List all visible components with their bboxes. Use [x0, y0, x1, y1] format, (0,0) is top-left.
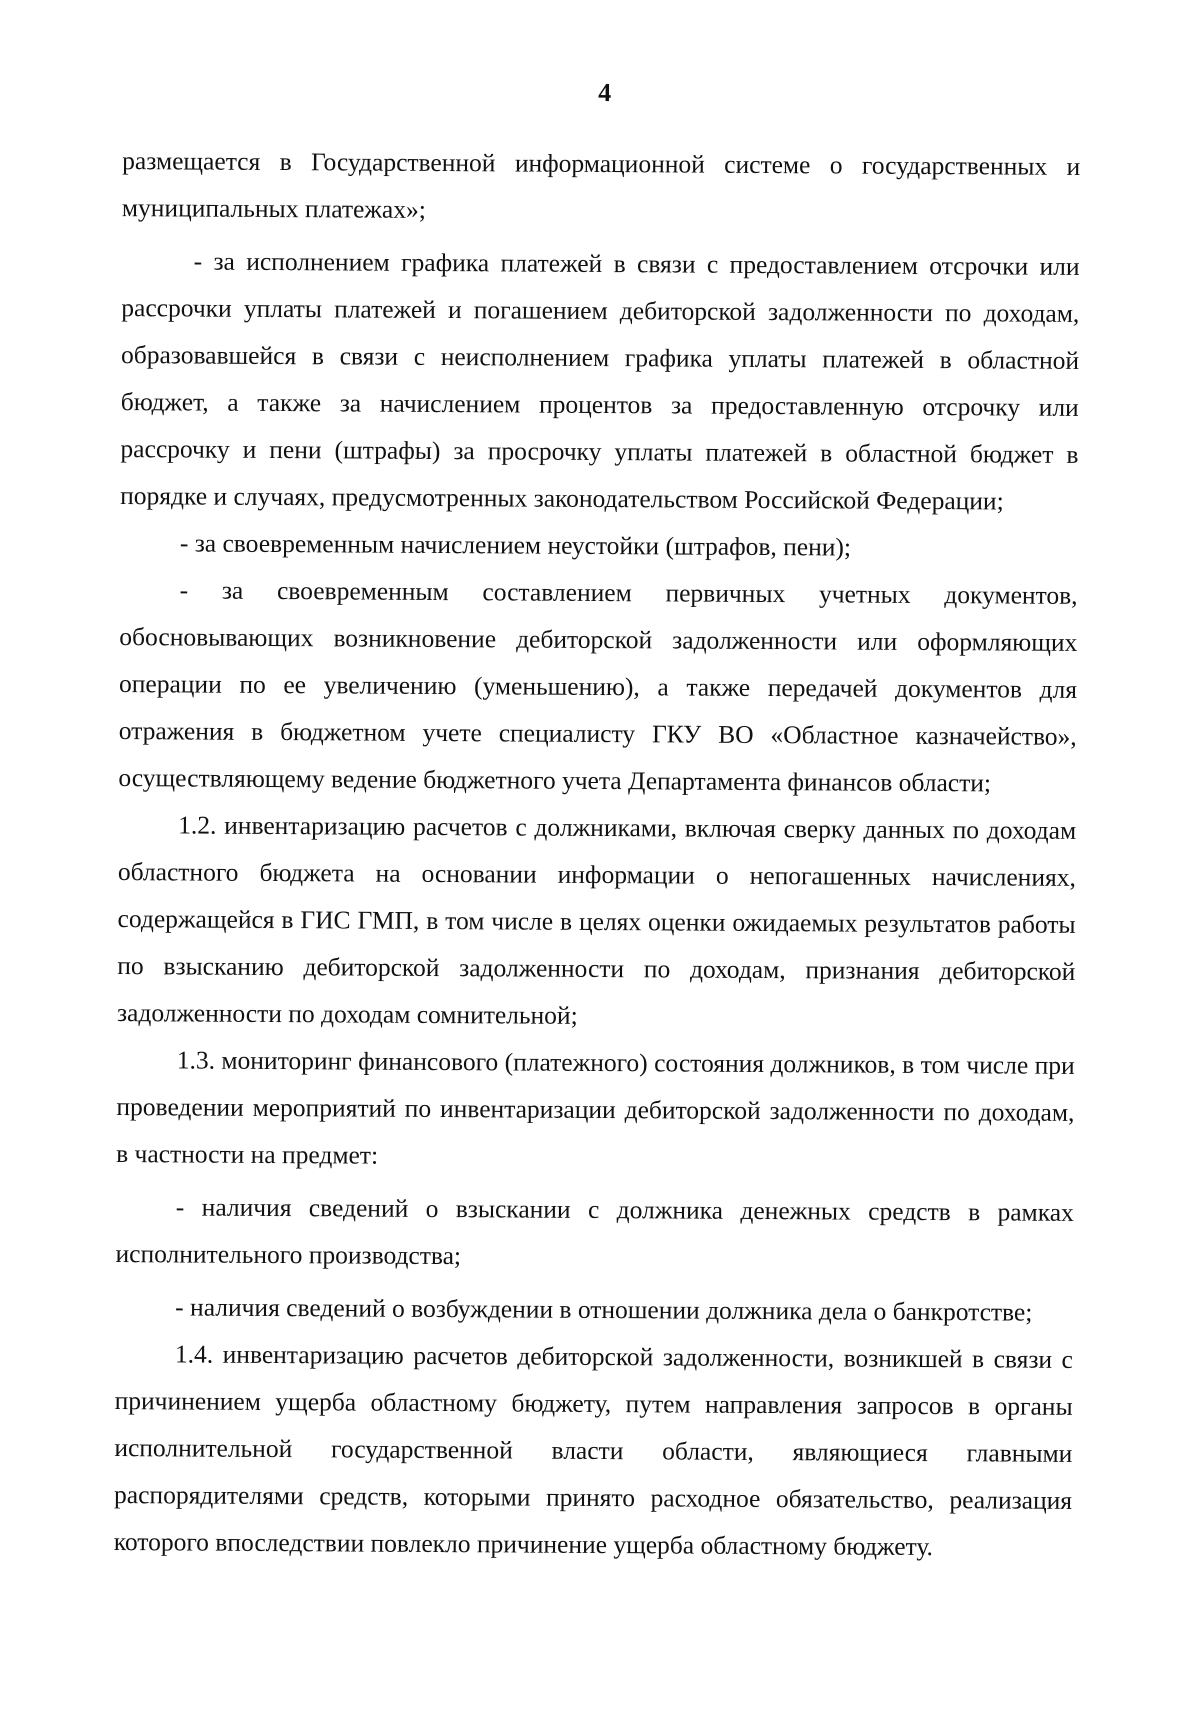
paragraph-continuation: размещается в Государственной информационной системе о государственных и муниципальных платежах»;	[121, 146, 1081, 224]
paragraph-item-1-4: 1.4. инвентаризацию расчетов дебиторской задолженности, возникшей в связи с причинением ущерба областному бюджету, путем направления запросов в органы исполнительной государственной власти области, являющиеся главными распорядителями средств, которыми принято расходное обязательство, реализация которого впоследствии повлекло причинение ущерба областному бюджету.	[113, 1339, 1074, 1562]
paragraph-enforcement-proceedings: - наличия сведений о взыскании с должника денежных средств в рамках исполнительного производства;	[115, 1192, 1074, 1271]
paragraph-item-1-3: 1.3. мониторинг финансового (платежного) состояния должников, в том числе при проведении мероприятий по инвентаризации дебиторской задолженности по доходам, в частности на предмет:	[116, 1045, 1075, 1170]
paragraph-payment-schedule: - за исполнением графика платежей в связи с предоставлением отсрочки или рассрочки уплаты платежей и погашением дебиторской задолженности по доходам, образовавшейся в связи с неисполнением графика уплаты платежей в областной бюджет, а также за начислением процентов за предоставленную отсрочку или рассрочку и пени (штрафы) за просрочку уплаты платежей в областной бюджет в порядке и случаях, предусмотренных законодательством Российской Федерации;	[120, 246, 1080, 516]
document-body	[114, 137, 1081, 1571]
paragraph-primary-documents: - за своевременным составлением первичных учетных документов, обосновывающих возникновение дебиторской задолженности или оформляющих операции по ее увеличению (уменьшению), а также передачей документов для отражения в бюджетном учете специалисту ГКУ ВО «Областное казначейство», осуществляющему ведение бюджетного учета Департамента финансов области;	[118, 575, 1078, 798]
paragraph-bankruptcy: - наличия сведений о возбуждении в отношении должника дела о банкротстве;	[175, 1292, 1033, 1327]
paragraph-penalty-accrual: - за своевременным начислением неустойки (штрафов, пени);	[179, 528, 852, 562]
page-number: 4	[598, 77, 612, 108]
paragraph-item-1-2: 1.2. инвентаризацию расчетов с должниками, включая сверку данных по доходам областного бюджета на основании информации о непогашенных начислениях, содержащейся в ГИС ГМП, в том числе в целях оценки ожидаемых результатов работы по взысканию дебиторской задолженности по доходам, признания дебиторской задолженности по доходам сомнительной;	[116, 810, 1077, 1030]
